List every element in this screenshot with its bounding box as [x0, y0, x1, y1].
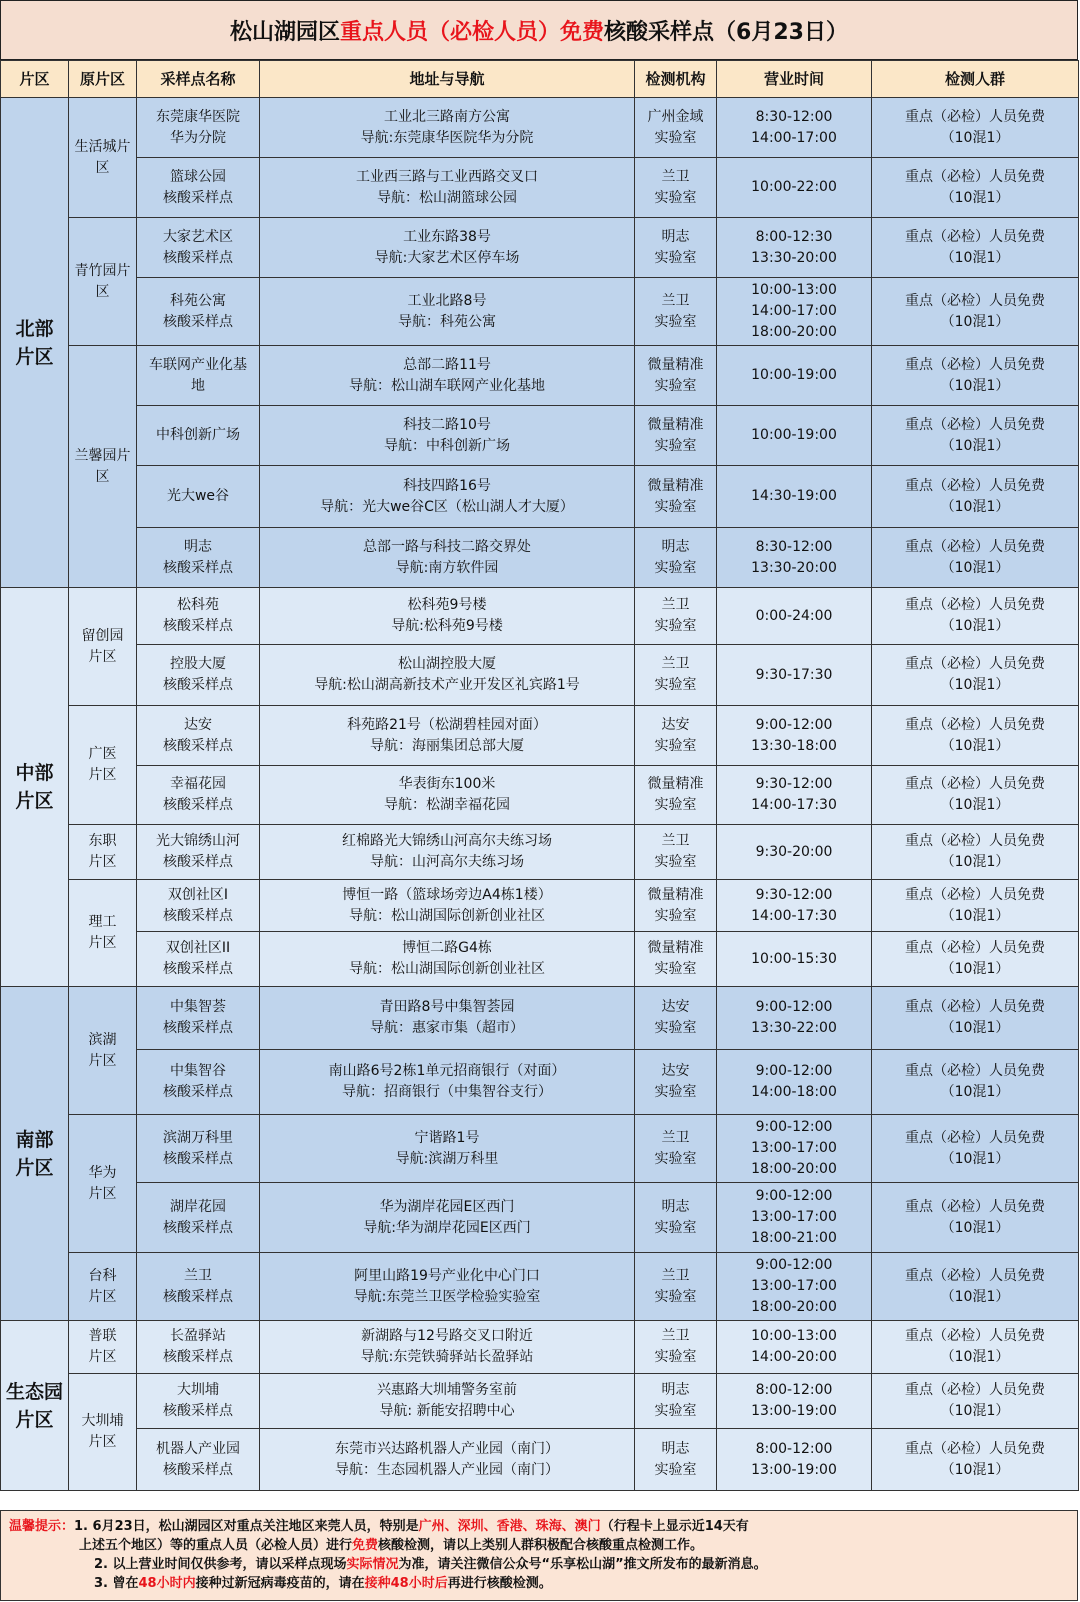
table-row [1, 98, 1079, 158]
tips-text: 接种过新冠病毒疫苗的，请在 [195, 1576, 365, 1591]
address-cell: 工业西三路与工业西路交叉口 导航：松山湖篮球公园 [260, 158, 635, 218]
region-cell: 北部 片区 [1, 98, 69, 588]
table-row [1, 932, 1079, 987]
hours-cell: 10:00-19:00 [717, 406, 872, 466]
address-cell: 工业北三路南方公寓 导航:东莞康华医院华为分院 [260, 98, 635, 158]
region-cell: 中部 片区 [1, 588, 69, 987]
crowd-cell: 重点（必检）人员免费 （10混1） [872, 706, 1079, 766]
crowd-cell: 重点（必检）人员免费 （10混1） [872, 1321, 1079, 1374]
org-cell: 明志 实验室 [635, 528, 717, 588]
tips-text: （行程卡上显示近14天有 [600, 1519, 749, 1534]
table-row [1, 588, 1079, 645]
hours-cell: 10:00-19:00 [717, 346, 872, 406]
site-name-cell: 明志 核酸采样点 [137, 528, 260, 588]
table-row [1, 528, 1079, 588]
tips-highlight: 广州、深圳、香港、珠海、澳门 [418, 1519, 601, 1534]
table-row [1, 158, 1079, 218]
hours-cell: 9:30-20:00 [717, 825, 872, 880]
crowd-cell: 重点（必检）人员免费 （10混1） [872, 645, 1079, 706]
site-name-cell: 光大锦绣山河 核酸采样点 [137, 825, 260, 880]
title-part3: 核酸采样点（6月23日） [604, 19, 848, 45]
org-cell: 兰卫 实验室 [635, 825, 717, 880]
tips-highlight: 48小时内 [138, 1576, 196, 1591]
table-row [1, 1321, 1079, 1374]
tips-text: 再进行核酸检测。 [447, 1576, 552, 1591]
hours-cell: 9:00-12:00 13:00-17:00 18:00-20:00 [717, 1115, 872, 1183]
org-cell: 微量精准 实验室 [635, 406, 717, 466]
site-name-cell: 光大we谷 [137, 466, 260, 528]
page-title [0, 0, 1078, 60]
table-row [1, 1115, 1079, 1183]
tips-text: 核酸检测，请以上类别人群积极配合核酸重点检测工作。 [378, 1538, 704, 1553]
table-row [1, 1253, 1079, 1321]
org-cell: 兰卫 实验室 [635, 645, 717, 706]
address-cell: 青田路8号中集智荟园 导航：惠家市集（超市） [260, 987, 635, 1050]
subregion-cell: 滨湖 片区 [69, 987, 137, 1115]
site-name-cell: 幸福花园 核酸采样点 [137, 766, 260, 825]
site-name-cell: 科苑公寓 核酸采样点 [137, 278, 260, 346]
tips-text: 3. 曾在 [94, 1576, 139, 1591]
tips-text: 上述五个地区）等的重点人员（必检人员）进行 [79, 1538, 353, 1553]
hours-cell: 9:30-12:00 14:00-17:30 [717, 766, 872, 825]
subregion-cell: 兰馨园片 区 [69, 346, 137, 588]
org-cell: 明志 实验室 [635, 1429, 717, 1491]
region-cell: 生态园 片区 [1, 1321, 69, 1491]
tips-box [0, 1510, 1078, 1601]
hours-cell: 10:00-15:30 [717, 932, 872, 987]
hours-cell: 0:00-24:00 [717, 588, 872, 645]
tips-text: 为准，请关注微信公众号“乐享松山湖”推文所发布的最新消息。 [398, 1557, 767, 1572]
hours-cell: 14:30-19:00 [717, 466, 872, 528]
site-name-cell: 中科创新广场 [137, 406, 260, 466]
header-org: 检测机构 [635, 61, 717, 98]
tips-text: 1. 6月23日，松山湖园区对重点关注地区来莞人员，特别是 [74, 1519, 419, 1534]
crowd-cell: 重点（必检）人员免费 （10混1） [872, 98, 1079, 158]
table-row [1, 766, 1079, 825]
site-name-cell: 达安 核酸采样点 [137, 706, 260, 766]
site-name-cell: 湖岸花园 核酸采样点 [137, 1183, 260, 1253]
address-cell: 博恒二路G4栋 导航：松山湖国际创新创业社区 [260, 932, 635, 987]
site-name-cell: 篮球公园 核酸采样点 [137, 158, 260, 218]
hours-cell: 9:00-12:00 14:00-18:00 [717, 1050, 872, 1115]
tips-highlight: 接种48小时后 [364, 1576, 448, 1591]
hours-cell: 9:00-12:00 13:30-18:00 [717, 706, 872, 766]
tips-lead: 温馨提示： [9, 1519, 75, 1534]
site-name-cell: 长盈驿站 核酸采样点 [137, 1321, 260, 1374]
site-name-cell: 松科苑 核酸采样点 [137, 588, 260, 645]
subregion-cell: 青竹园片 区 [69, 218, 137, 346]
org-cell: 兰卫 实验室 [635, 1115, 717, 1183]
crowd-cell: 重点（必检）人员免费 （10混1） [872, 528, 1079, 588]
org-cell: 明志 实验室 [635, 1374, 717, 1429]
org-cell: 兰卫 实验室 [635, 278, 717, 346]
crowd-cell: 重点（必检）人员免费 （10混1） [872, 1115, 1079, 1183]
address-cell: 华表街东100米 导航：松湖幸福花园 [260, 766, 635, 825]
table-row [1, 466, 1079, 528]
address-cell: 华为湖岸花园E区西门 导航:华为湖岸花园E区西门 [260, 1183, 635, 1253]
crowd-cell: 重点（必检）人员免费 （10混1） [872, 1429, 1079, 1491]
subregion-cell: 东职 片区 [69, 825, 137, 880]
address-cell: 松山湖控股大厦 导航:松山湖高新技术产业开发区礼宾路1号 [260, 645, 635, 706]
org-cell: 明志 实验室 [635, 1183, 717, 1253]
org-cell: 达安 实验室 [635, 1050, 717, 1115]
crowd-cell: 重点（必检）人员免费 （10混1） [872, 278, 1079, 346]
hours-cell: 8:30-12:00 13:30-20:00 [717, 528, 872, 588]
hours-cell: 8:30-12:00 14:00-17:00 [717, 98, 872, 158]
header-address: 地址与导航 [260, 61, 635, 98]
site-name-cell: 车联网产业化基 地 [137, 346, 260, 406]
hours-cell: 8:00-12:00 13:00-19:00 [717, 1429, 872, 1491]
subregion-cell: 留创园 片区 [69, 588, 137, 706]
site-name-cell: 双创社区I 核酸采样点 [137, 880, 260, 932]
crowd-cell: 重点（必检）人员免费 （10混1） [872, 1253, 1079, 1321]
crowd-cell: 重点（必检）人员免费 （10混1） [872, 1374, 1079, 1429]
subregion-cell: 广医 片区 [69, 706, 137, 825]
table-row [1, 346, 1079, 406]
title-part1: 松山湖园区 [230, 19, 341, 45]
header-site-name: 采样点名称 [137, 61, 260, 98]
site-name-cell: 东莞康华医院 华为分院 [137, 98, 260, 158]
subregion-cell: 大圳埔 片区 [69, 1374, 137, 1491]
site-name-cell: 滨湖万科里 核酸采样点 [137, 1115, 260, 1183]
site-name-cell: 控股大厦 核酸采样点 [137, 645, 260, 706]
crowd-cell: 重点（必检）人员免费 （10混1） [872, 825, 1079, 880]
org-cell: 微量精准 实验室 [635, 932, 717, 987]
address-cell: 兴惠路大圳埔警务室前 导航: 新能安招聘中心 [260, 1374, 635, 1429]
subregion-cell: 华为 片区 [69, 1115, 137, 1253]
crowd-cell: 重点（必检）人员免费 （10混1） [872, 466, 1079, 528]
hours-cell: 10:00-22:00 [717, 158, 872, 218]
crowd-cell: 重点（必检）人员免费 （10混1） [872, 406, 1079, 466]
table-row [1, 645, 1079, 706]
site-name-cell: 中集智谷 核酸采样点 [137, 1050, 260, 1115]
crowd-cell: 重点（必检）人员免费 （10混1） [872, 987, 1079, 1050]
header-old-region: 原片区 [69, 61, 137, 98]
table-row [1, 1183, 1079, 1253]
address-cell: 科苑路21号（松湖碧桂园对面） 导航：海丽集团总部大厦 [260, 706, 635, 766]
address-cell: 总部二路11号 导航：松山湖车联网产业化基地 [260, 346, 635, 406]
table-row [1, 706, 1079, 766]
org-cell: 微量精准 实验室 [635, 766, 717, 825]
org-cell: 兰卫 实验室 [635, 1253, 717, 1321]
sampling-table [0, 60, 1079, 1491]
crowd-cell: 重点（必检）人员免费 （10混1） [872, 880, 1079, 932]
title-part2: 重点人员（必检人员）免费 [340, 19, 605, 45]
hours-cell: 10:00-13:00 14:00-17:00 18:00-20:00 [717, 278, 872, 346]
table-row [1, 987, 1079, 1050]
org-cell: 兰卫 实验室 [635, 1321, 717, 1374]
org-cell: 微量精准 实验室 [635, 466, 717, 528]
address-cell: 博恒一路（篮球场旁边A4栋1楼） 导航：松山湖国际创新创业社区 [260, 880, 635, 932]
hours-cell: 9:30-17:30 [717, 645, 872, 706]
address-cell: 科技二路10号 导航：中科创新广场 [260, 406, 635, 466]
hours-cell: 9:00-12:00 13:00-17:00 18:00-21:00 [717, 1183, 872, 1253]
org-cell: 兰卫 实验室 [635, 158, 717, 218]
address-cell: 松科苑9号楼 导航:松科苑9号楼 [260, 588, 635, 645]
header-region: 片区 [1, 61, 69, 98]
crowd-cell: 重点（必检）人员免费 （10混1） [872, 1050, 1079, 1115]
table-row [1, 1050, 1079, 1115]
hours-cell: 10:00-13:00 14:00-20:00 [717, 1321, 872, 1374]
org-cell: 微量精准 实验室 [635, 346, 717, 406]
hours-cell: 9:00-12:00 13:00-17:00 18:00-20:00 [717, 1253, 872, 1321]
address-cell: 东莞市兴达路机器人产业园（南门） 导航：生态园机器人产业园（南门） [260, 1429, 635, 1491]
region-cell: 南部 片区 [1, 987, 69, 1321]
crowd-cell: 重点（必检）人员免费 （10混1） [872, 932, 1079, 987]
header-hours: 营业时间 [717, 61, 872, 98]
org-cell: 明志 实验室 [635, 218, 717, 278]
address-cell: 宁谐路1号 导航:滨湖万科里 [260, 1115, 635, 1183]
address-cell: 新湖路与12号路交叉口附近 导航:东莞铁骑驿站长盈驿站 [260, 1321, 635, 1374]
crowd-cell: 重点（必检）人员免费 （10混1） [872, 766, 1079, 825]
org-cell: 兰卫 实验室 [635, 588, 717, 645]
table-row [1, 406, 1079, 466]
table-row [1, 278, 1079, 346]
site-name-cell: 中集智荟 核酸采样点 [137, 987, 260, 1050]
subregion-cell: 普联 片区 [69, 1321, 137, 1374]
address-cell: 南山路6号2栋1单元招商银行（对面） 导航：招商银行（中集智谷支行） [260, 1050, 635, 1115]
table-row [1, 825, 1079, 880]
site-name-cell: 大圳埔 核酸采样点 [137, 1374, 260, 1429]
org-cell: 微量精准 实验室 [635, 880, 717, 932]
crowd-cell: 重点（必检）人员免费 （10混1） [872, 346, 1079, 406]
table-row [1, 880, 1079, 932]
hours-cell: 9:00-12:00 13:30-22:00 [717, 987, 872, 1050]
crowd-cell: 重点（必检）人员免费 （10混1） [872, 158, 1079, 218]
subregion-cell: 生活城片 区 [69, 98, 137, 218]
address-cell: 工业北路8号 导航：科苑公寓 [260, 278, 635, 346]
table-header-row [1, 61, 1079, 98]
table-row [1, 218, 1079, 278]
site-name-cell: 双创社区II 核酸采样点 [137, 932, 260, 987]
org-cell: 广州金域 实验室 [635, 98, 717, 158]
address-cell: 总部一路与科技二路交界处 导航:南方软件园 [260, 528, 635, 588]
address-cell: 阿里山路19号产业化中心门口 导航:东莞兰卫医学检验实验室 [260, 1253, 635, 1321]
org-cell: 达安 实验室 [635, 706, 717, 766]
crowd-cell: 重点（必检）人员免费 （10混1） [872, 1183, 1079, 1253]
tips-highlight: 免费 [352, 1538, 379, 1553]
site-name-cell: 大家艺术区 核酸采样点 [137, 218, 260, 278]
crowd-cell: 重点（必检）人员免费 （10混1） [872, 588, 1079, 645]
hours-cell: 8:00-12:00 13:00-19:00 [717, 1374, 872, 1429]
address-cell: 红棉路光大锦绣山河高尔夫练习场 导航：山河高尔夫练习场 [260, 825, 635, 880]
hours-cell: 8:00-12:30 13:30-20:00 [717, 218, 872, 278]
table-row [1, 1429, 1079, 1491]
address-cell: 工业东路38号 导航:大家艺术区停车场 [260, 218, 635, 278]
crowd-cell: 重点（必检）人员免费 （10混1） [872, 218, 1079, 278]
site-name-cell: 兰卫 核酸采样点 [137, 1253, 260, 1321]
subregion-cell: 理工 片区 [69, 880, 137, 987]
table-row [1, 1374, 1079, 1429]
hours-cell: 9:30-12:00 14:00-17:30 [717, 880, 872, 932]
address-cell: 科技四路16号 导航：光大we谷C区（松山湖人才大厦） [260, 466, 635, 528]
org-cell: 达安 实验室 [635, 987, 717, 1050]
tips-text: 2. 以上营业时间仅供参考，请以采样点现场 [94, 1557, 347, 1572]
tips-highlight: 实际情况 [346, 1557, 399, 1572]
header-crowd: 检测人群 [872, 61, 1079, 98]
subregion-cell: 台科 片区 [69, 1253, 137, 1321]
site-name-cell: 机器人产业园 核酸采样点 [137, 1429, 260, 1491]
